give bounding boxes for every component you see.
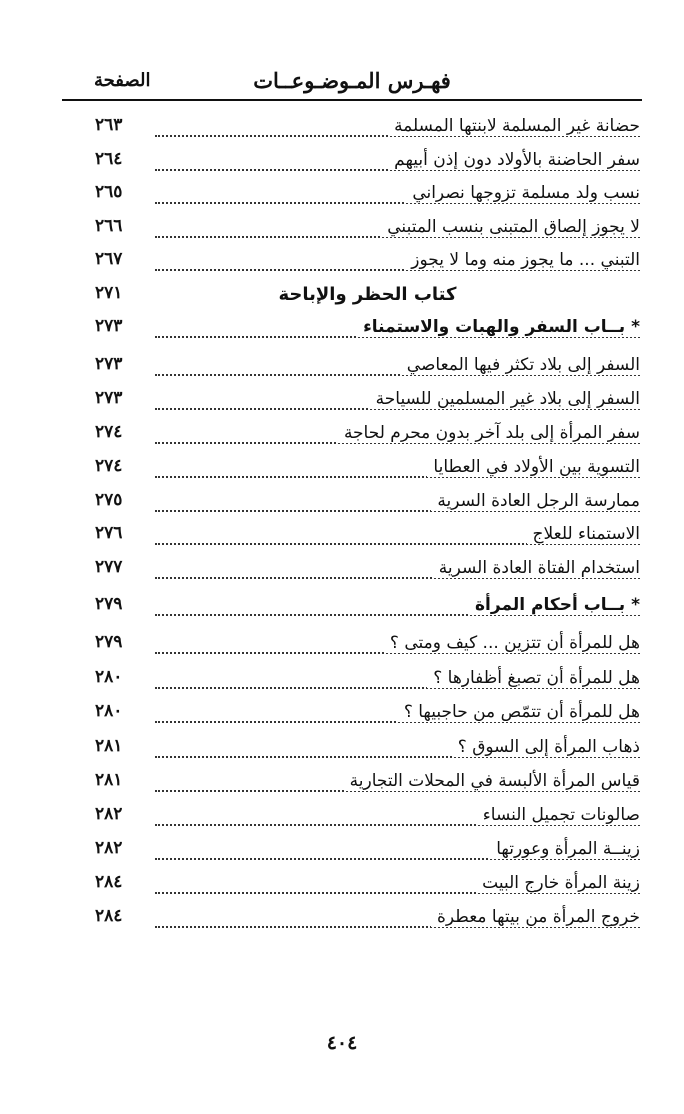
toc-entry-page: ٢٧٤: [95, 456, 123, 476]
toc-entry: [95, 591, 640, 625]
toc-entry-title: هل للمرأة أن تتمّص من حاجبيها ؟: [398, 702, 640, 722]
toc-entry-page: ٢٧٩: [95, 594, 123, 614]
toc-entry-title: استخدام الفتاة العادة السرية: [433, 558, 640, 578]
toc-entry-page: ٢٧١: [95, 283, 123, 303]
toc-entry-title: كتاب الحظر والإباحة: [95, 284, 640, 305]
toc-entry-page: ٢٧٧: [95, 557, 123, 577]
index-title: فهـرس المـوضـوعــات: [253, 68, 451, 93]
toc-entry-page: ٢٨٢: [95, 838, 123, 858]
toc-entry: [95, 554, 640, 588]
toc-entry: [95, 280, 640, 314]
page-header: [62, 66, 642, 96]
toc-entry-page: ٢٦٤: [95, 149, 123, 169]
toc-entry-page: ٢٦٣: [95, 115, 123, 135]
toc-entry-page: ٢٦٧: [95, 249, 123, 269]
toc-entry-page: ٢٨٠: [95, 701, 123, 721]
toc-entry-title: السفر إلى بلاد تكثر فيها المعاصي: [401, 355, 640, 375]
toc-entry-title: الاستمناء للعلاج: [527, 524, 640, 544]
toc-entry-page: ٢٨٠: [95, 667, 123, 687]
toc-entry-title: هل للمرأة أن تتزين ... كيف ومتى ؟: [384, 633, 640, 653]
toc-entry-title: زينة المرأة خارج البيت: [476, 873, 640, 893]
toc-entry-page: ٢٧٣: [95, 388, 123, 408]
toc-entry: [95, 869, 640, 903]
toc-entry-title: السفر إلى بلاد غير المسلمين للسياحة: [370, 389, 640, 409]
toc-entry-title: التبني ... ما يجوز منه وما لا يجوز: [405, 250, 640, 270]
toc-entry: [95, 313, 640, 347]
toc-entry: [95, 112, 640, 146]
toc-entry: [95, 351, 640, 385]
toc-entry-page: ٢٦٦: [95, 216, 123, 236]
toc-entry-title: نسب ولد مسلمة تزوجها نصراني: [406, 183, 640, 203]
toc-entry: [95, 213, 640, 247]
toc-entry-title: خروج المرأة من بيتها معطرة: [431, 907, 640, 927]
toc-entry-page: ٢٨٤: [95, 906, 123, 926]
toc-entry: [95, 453, 640, 487]
toc-entry-title: لا يجوز إلصاق المتبنى بنسب المتبني: [381, 217, 640, 237]
toc-entry-title: التسوية بين الأولاد في العطايا: [427, 457, 640, 477]
toc-entry-title: حضانة غير المسلمة لابنتها المسلمة: [388, 116, 640, 136]
toc-entry: [95, 835, 640, 869]
toc-entry-page: ٢٧٣: [95, 354, 123, 374]
toc-entry-page: ٢٧٣: [95, 316, 123, 336]
toc-entry: [95, 419, 640, 453]
toc-entry: [95, 487, 640, 521]
toc-entry-title: هل للمرأة أن تصبغ أظفارها ؟: [427, 668, 640, 688]
toc-entry: [95, 179, 640, 213]
toc-entry: [95, 698, 640, 732]
toc-entry-page: ٢٧٦: [95, 523, 123, 543]
toc-entry: [95, 385, 640, 419]
toc-entry: [95, 767, 640, 801]
toc-entry: [95, 733, 640, 767]
toc-entry-page: ٢٧٤: [95, 422, 123, 442]
toc-entry: [95, 801, 640, 835]
toc-entry-title: * بــاب السفر والهبات والاستمناء: [357, 317, 640, 337]
toc-entry-page: ٢٦٥: [95, 182, 123, 202]
toc-entry-title: سفر الحاضنة بالأولاد دون إذن أبيهم: [388, 150, 640, 170]
header-rule: [62, 99, 642, 101]
toc-entry-title: ممارسة الرجل العادة السرية: [431, 491, 640, 511]
toc-entry-page: ٢٨١: [95, 736, 123, 756]
toc-entry-page: ٢٨١: [95, 770, 123, 790]
toc-entry-title: سفر المرأة إلى بلد آخر بدون محرم لحاجة: [338, 423, 640, 443]
toc-entry-title: صالونات تجميل النساء: [477, 805, 640, 825]
toc-entry: [95, 903, 640, 937]
toc-entry: [95, 629, 640, 663]
toc-entry-title: * بــاب أحكام المرأة: [469, 595, 640, 615]
toc-entry-title: ذهاب المرأة إلى السوق ؟: [452, 737, 640, 757]
toc-entry-page: ٢٧٥: [95, 490, 123, 510]
page-number: ٤٠٤: [326, 1032, 358, 1054]
toc-entry-page: ٢٨٢: [95, 804, 123, 824]
toc-entry: [95, 246, 640, 280]
toc-entry-page: ٢٨٤: [95, 872, 123, 892]
toc-entry: [95, 146, 640, 180]
toc-entry-title: زينــة المرأة وعورتها: [490, 839, 640, 859]
toc-entry-title: قياس المرأة الألبسة في المحلات التجارية: [344, 771, 640, 791]
page-column-heading: الصفحة: [94, 70, 151, 91]
toc-entry-page: ٢٧٩: [95, 632, 123, 652]
toc-entry: [95, 664, 640, 698]
toc-entry: [95, 520, 640, 554]
